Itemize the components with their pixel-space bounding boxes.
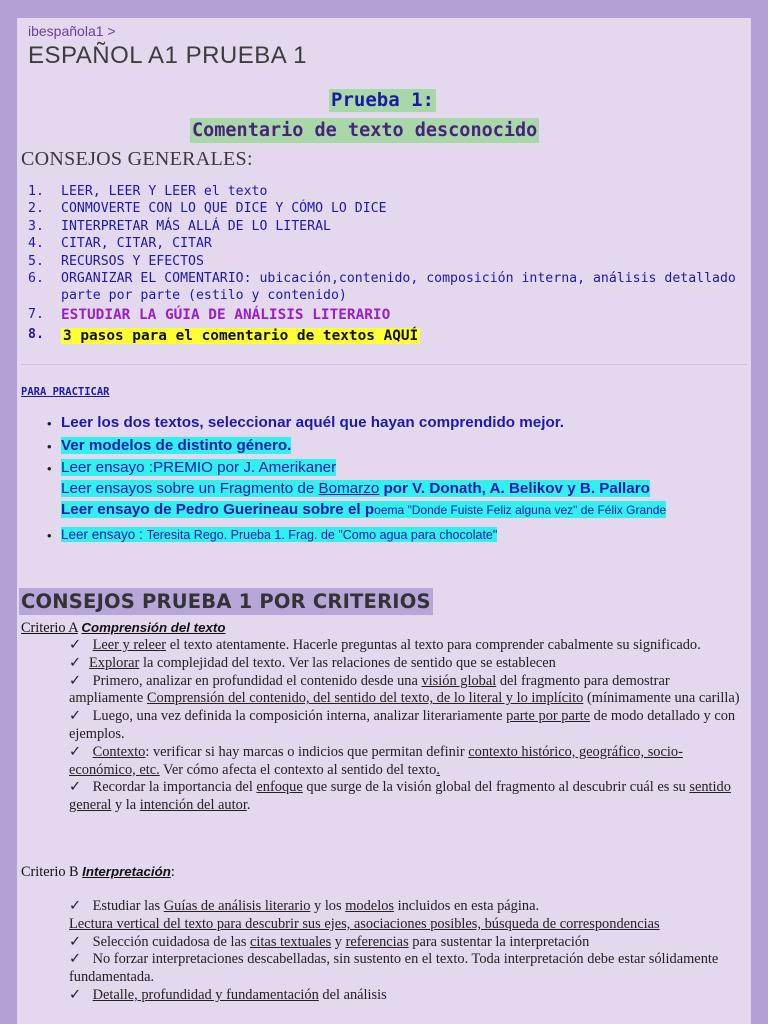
teresita-link[interactable]: Teresita Rego. Prueba 1. Frag. de "Como agua para chocolate" (146, 528, 498, 542)
ensayos-bomarzo-link[interactable] (61, 480, 650, 497)
item-text: Luego, una vez definida la composición interna, analizar literariamente (89, 708, 507, 725)
list-item[interactable] (17, 501, 751, 519)
item-text: del análisis (318, 986, 387, 1003)
item-text: y los (310, 898, 346, 914)
check-icon: ✓ (69, 986, 82, 1003)
bomarzo-text-post: por V. Donath, A. Belikov y B. Pallaro (379, 480, 650, 497)
list-item (69, 916, 743, 934)
tip-text[interactable]: ESTUDIAR LA GÚIA DE ANÁLISIS LITERARIO (61, 306, 391, 323)
ver-modelos-link[interactable]: Ver modelos de distinto género. (61, 437, 292, 454)
tip-number: 4. (28, 236, 44, 252)
tip-number: 2. (28, 201, 44, 217)
enfoque-text: enfoque (256, 779, 303, 796)
tip-number: 1. (28, 184, 44, 199)
bullet-icon: • (47, 461, 52, 476)
item-text: Ver cómo afecta el contexto al sentido del texto (159, 761, 437, 778)
criterio-a-heading (21, 620, 225, 637)
criterio-a-list (69, 637, 743, 815)
comprension-text: Comprensión del contenido, del sentido del texto, de lo literal y lo implícito (146, 690, 584, 707)
leer-releer-text: Leer y releer (92, 637, 167, 653)
check-icon: ✓ (69, 637, 82, 653)
tip-number: 8. (28, 326, 44, 342)
para-practicar-link[interactable]: PARA PRACTICAR (21, 386, 110, 398)
item-text: . (436, 761, 440, 778)
list-item[interactable] (17, 525, 751, 547)
consejos-generales-heading: CONSEJOS GENERALES: (21, 148, 253, 170)
bullet-icon: • (47, 528, 52, 543)
check-icon: ✓ (69, 672, 82, 689)
item-text: que surge de la visión global del fragmento al descubrir cuál es su (302, 779, 690, 796)
tip-text: RECURSOS Y EFECTOS (61, 253, 204, 269)
tip-item-guia-link[interactable] (17, 305, 751, 325)
item-text: Primero, analizar en profundidad el contenido desde una (89, 672, 422, 689)
bullet-icon: • (47, 416, 52, 431)
list-item[interactable] (17, 435, 751, 457)
practice-text: Leer los dos textos, seleccionar aquél que hayan comprendido mejor. (61, 414, 565, 431)
criterio-a-title: Comprensión del texto (81, 620, 226, 635)
tip-number: 6. (28, 271, 44, 287)
criterio-a-label: Criterio A (21, 620, 78, 636)
item-text: de modo detallado y con ejemplos. (69, 708, 736, 742)
sentido-general-text: sentido general (69, 779, 731, 814)
criterio-b-heading (21, 864, 175, 881)
tip-number: 5. (28, 253, 44, 269)
criterio-b-label: Criterio B (21, 864, 79, 880)
intencion-autor-text: intención del autor (139, 797, 247, 814)
list-item (69, 655, 743, 673)
ensayo-teresita-link[interactable] (61, 527, 497, 542)
vision-global-text: visión global (421, 672, 497, 689)
contexto-historico-text: contexto histórico, geográfico, socio-económico, etc. (69, 743, 683, 778)
tips-list (17, 183, 751, 346)
breadcrumb[interactable]: ibespañola1 > (28, 23, 116, 39)
item-text: Recordar la importancia del (89, 779, 257, 796)
item-text: : verificar si hay marcas o indicios que permitan definir (145, 743, 469, 760)
item-text: para sustentar la interpretación (408, 933, 590, 950)
guerineau-text: Leer ensayo de Pedro Guerineau sobre el p (61, 501, 375, 518)
tip-item (17, 183, 751, 200)
list-item[interactable] (17, 480, 751, 498)
parte-por-parte-text: parte por parte (506, 708, 591, 725)
ensayo-premio-link[interactable]: Leer ensayo :PREMIO por J. Amerikaner (61, 459, 337, 476)
item-text: Estudiar las (89, 898, 164, 914)
item-text: y la (111, 797, 140, 814)
explorar-text: Explorar (89, 654, 140, 671)
colon: : (170, 864, 175, 880)
tip-text: CONMOVERTE CON LO QUE DICE Y CÓMO LO DICE (61, 201, 387, 217)
contexto-text: Contexto (92, 743, 146, 760)
list-item (69, 934, 743, 952)
bomarzo-text-pre: Leer ensayos sobre un Fragmento de (61, 480, 319, 497)
item-text: el texto atentamente. Hacerle preguntas al texto para comprender cabalmente su significado. (166, 637, 701, 653)
tip-text: INTERPRETAR MÁS ALLÁ DE LO LITERAL (61, 218, 331, 234)
bomarzo-link[interactable]: Bomarzo (318, 480, 380, 497)
referencias-text: referencias (345, 933, 409, 950)
tip-text[interactable]: 3 pasos para el comentario de textos AQUÍ (63, 327, 419, 344)
guias-analisis-link[interactable]: Guías de análisis literario (163, 898, 311, 914)
tip-text: ORGANIZAR EL COMENTARIO: ubicación,contenido, composición interna, análisis detallado parte por parte (estilo y contenido) (61, 271, 736, 304)
lectura-vertical-text: Lectura vertical del texto para descubrir sus ejes, asociaciones posibles, búsqueda de correspondencias (69, 915, 660, 932)
practice-list (17, 410, 751, 547)
divider (21, 364, 747, 365)
item-text: del fragmento para demostrar ampliamente (69, 672, 670, 707)
list-item (69, 987, 743, 1005)
modelos-link[interactable]: modelos (345, 898, 394, 914)
prueba-heading: Prueba 1: (331, 89, 434, 111)
list-item (69, 744, 743, 780)
list-item (17, 410, 751, 435)
ensayo-guerineau-link[interactable] (61, 501, 666, 518)
check-icon: ✓ (69, 708, 82, 725)
criterios-heading: CONSEJOS PRUEBA 1 POR CRITERIOS (21, 590, 431, 613)
tip-item-pasos-link[interactable] (17, 326, 751, 346)
list-item (69, 637, 743, 655)
list-item[interactable] (17, 457, 751, 480)
item-text: . (246, 797, 251, 814)
tip-item (17, 270, 751, 305)
content-panel (17, 18, 751, 1024)
tip-item (17, 253, 751, 270)
list-item (69, 898, 743, 916)
bullet-icon: • (47, 439, 52, 454)
page-title: ESPAÑOL A1 PRUEBA 1 (28, 42, 307, 69)
item-text: la complejidad del texto. Ver las relaciones de sentido que se establecen (139, 654, 556, 671)
tip-text: LEER, LEER Y LEER el texto (61, 184, 268, 199)
list-item (69, 673, 743, 709)
criterio-b-list (69, 898, 743, 1005)
item-text: No forzar interpretaciones descabelladas, sin sustento en el texto. Toda interpretación debe estar sólidamente fundamentada. (69, 951, 719, 986)
comentario-heading: Comentario de texto desconocido (192, 120, 538, 141)
item-text: Selección cuidadosa de las (89, 933, 251, 950)
item-text: incluidos en esta página. (393, 898, 540, 914)
check-icon: ✓ (69, 951, 82, 968)
detalle-text: Detalle, profundidad y fundamentación (92, 986, 319, 1003)
criterio-b-title: Interpretación (82, 864, 171, 879)
check-icon: ✓ (69, 654, 82, 671)
guerineau-small-text: oema "Donde Fuiste Feliz alguna vez" de Félix Grande (374, 503, 667, 517)
tip-number: 3. (28, 218, 44, 234)
list-item (69, 951, 743, 987)
check-icon: ✓ (69, 743, 82, 760)
item-text: y (331, 933, 346, 950)
check-icon: ✓ (69, 933, 82, 950)
tip-item (17, 200, 751, 217)
check-icon: ✓ (69, 898, 82, 914)
tip-number: 7. (28, 306, 44, 322)
item-text: (mínimamente una carilla) (583, 690, 740, 707)
teresita-text-pre: Leer ensayo : (61, 527, 147, 542)
list-item (69, 708, 743, 744)
tip-text: CITAR, CITAR, CITAR (61, 236, 212, 252)
tip-item (17, 235, 751, 252)
citas-textuales-text: citas textuales (250, 933, 332, 950)
check-icon: ✓ (69, 779, 82, 796)
tip-item (17, 218, 751, 235)
list-item (69, 779, 743, 815)
